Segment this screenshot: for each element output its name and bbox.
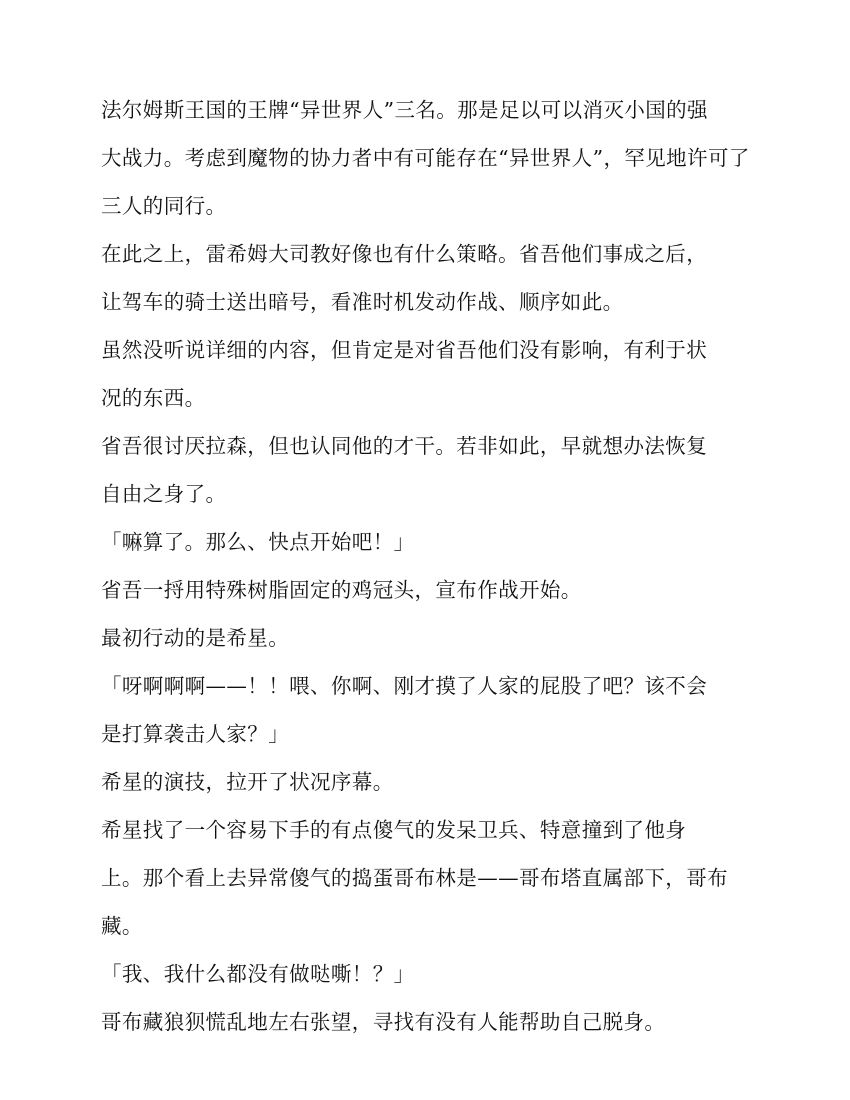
text-line: 「我、我什么都没有做哒嘶！？」: [101, 962, 415, 986]
text-line: 省吾一捋用特殊树脂固定的鸡冠头，宣布作战开始。: [101, 578, 582, 602]
text-line: 大战力。考虑到魔物的协力者中有可能存在“异世界人”，罕见地许可了: [101, 146, 750, 170]
text-line: 法尔姆斯王国的王牌“异世界人”三名。那是足以可以消灭小国的强: [101, 98, 708, 122]
text-line: 哥布藏狼狈慌乱地左右张望，寻找有没有人能帮助自己脱身。: [101, 1010, 666, 1034]
text-line: 自由之身了。: [101, 482, 227, 506]
text-line: 希星找了一个容易下手的有点傻气的发呆卫兵、特意撞到了他身: [101, 818, 687, 842]
text-line: 「呀啊啊啊——！！喂、你啊、刚才摸了人家的屁股了吧？该不会: [101, 674, 708, 698]
text-line: 是打算袭击人家？」: [101, 722, 290, 746]
text-line: 「嘛算了。那么、快点开始吧！」: [101, 530, 415, 554]
text-line: 省吾很讨厌拉森，但也认同他的才干。若非如此，早就想办法恢复: [101, 434, 708, 458]
text-line: 让驾车的骑士送出暗号，看准时机发动作战、顺序如此。: [101, 290, 624, 314]
text-line: 况的东西。: [101, 386, 206, 410]
text-line: 虽然没听说详细的内容，但肯定是对省吾他们没有影响，有利于状: [101, 338, 708, 362]
text-line: 最初行动的是希星。: [101, 626, 290, 650]
text-line: 藏。: [101, 914, 143, 938]
text-line: 希星的演技，拉开了状况序幕。: [101, 770, 394, 794]
text-line: 上。那个看上去异常傻气的捣蛋哥布林是——哥布塔直属部下，哥布: [101, 866, 728, 890]
text-body: [101, 94, 761, 1054]
text-line: 三人的同行。: [101, 194, 227, 218]
text-line: 在此之上，雷希姆大司教好像也有什么策略。省吾他们事成之后，: [101, 242, 708, 266]
